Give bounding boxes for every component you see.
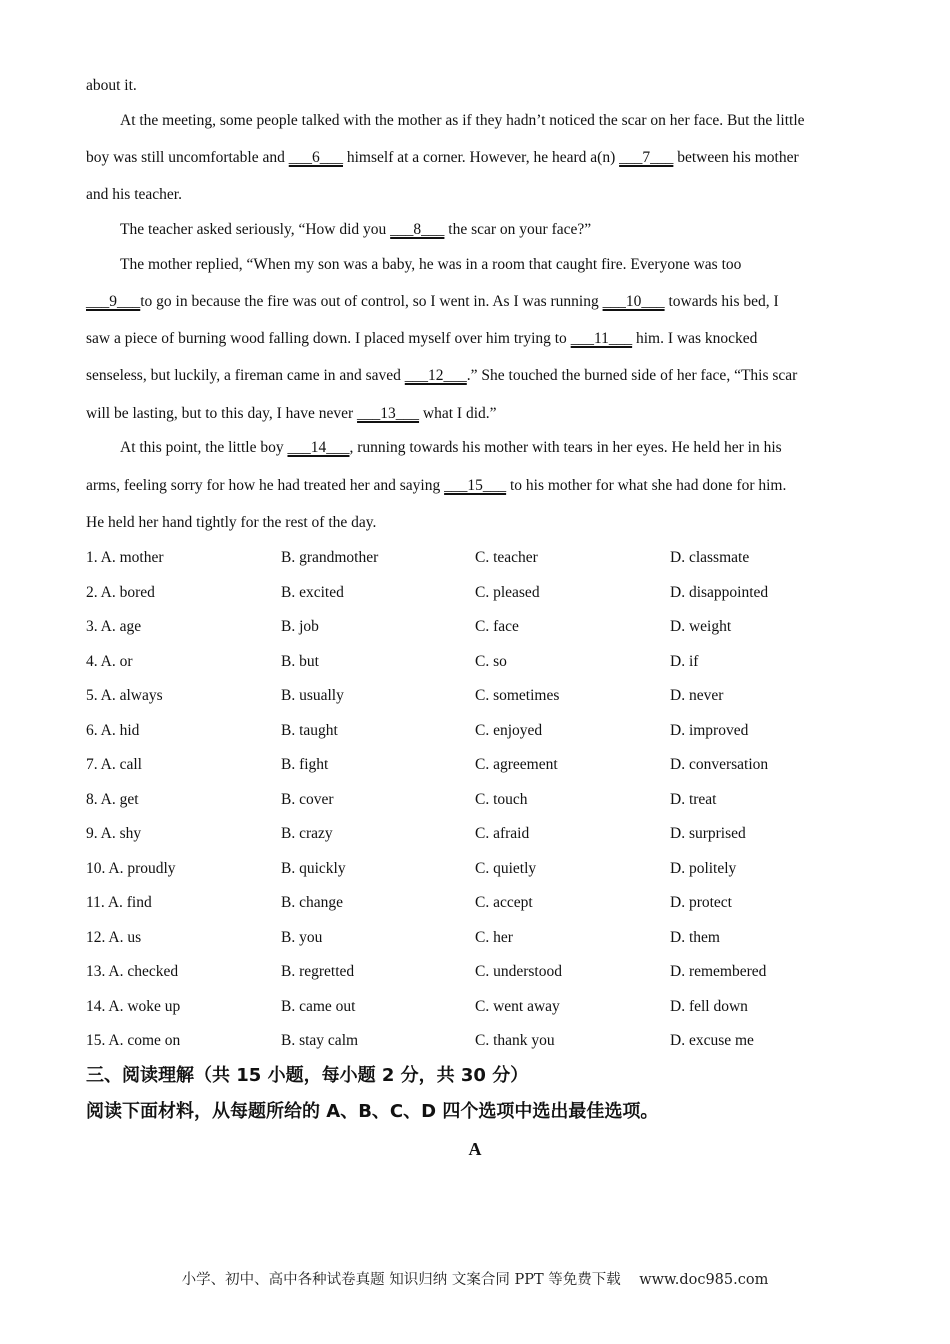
option-b: B. grandmother	[281, 549, 379, 566]
section-title: 三、阅读理解（共 15 小题，每小题 2 分，共 30 分）	[86, 1065, 529, 1086]
option-b: B. quickly	[281, 860, 346, 877]
passage-line	[120, 220, 866, 240]
option-b: B. cover	[281, 791, 334, 808]
passage-text: At this point, the little boy	[120, 439, 288, 456]
option-d: D. excuse me	[670, 1032, 754, 1049]
passage-line	[86, 292, 866, 312]
passage-line	[120, 438, 866, 458]
passage-text: The mother replied, “When my son was a baby, he was in a room that caught fire. Everyone was too	[120, 256, 742, 273]
question-row	[86, 893, 866, 913]
option-b: B. job	[281, 618, 319, 635]
option-a: 12. A. us	[86, 929, 142, 946]
option-b: B. crazy	[281, 825, 333, 842]
passage-text: to his mother for what she had done for him.	[506, 477, 787, 494]
option-d: D. surprised	[670, 825, 746, 842]
option-a: 6. A. hid	[86, 722, 140, 739]
footer	[0, 1270, 950, 1290]
footer-url[interactable]: www.doc985.com	[639, 1272, 769, 1288]
question-row	[86, 928, 866, 948]
option-b: B. fight	[281, 756, 329, 773]
option-a: 10. A. proudly	[86, 860, 176, 877]
answer-blank: ___6___	[288, 149, 343, 166]
option-c: C. face	[475, 618, 519, 635]
passage-line	[86, 366, 866, 386]
option-c: C. agreement	[475, 756, 558, 773]
option-c: C. teacher	[475, 549, 538, 566]
option-d: D. politely	[670, 860, 737, 877]
option-d: D. them	[670, 929, 720, 946]
footer-text: 小学、初中、高中各种试卷真题 知识归纳 文案合同 PPT 等免费下载	[181, 1272, 621, 1288]
passage-text: and his teacher.	[86, 186, 182, 203]
answer-blank: ___13___	[357, 405, 420, 422]
question-row	[86, 686, 866, 706]
option-d: D. protect	[670, 894, 732, 911]
option-c: C. quietly	[475, 860, 537, 877]
passage-line	[86, 76, 866, 96]
passage-text: arms, feeling sorry for how he had treated her and saying	[86, 477, 445, 494]
question-row	[86, 617, 866, 637]
question-row	[86, 755, 866, 775]
passage-line	[86, 185, 866, 205]
passage-text: what I did.”	[419, 405, 497, 422]
passage-text: him. I was knocked	[632, 330, 758, 347]
option-c: C. so	[475, 653, 507, 670]
option-a: 14. A. woke up	[86, 998, 181, 1015]
option-d: D. if	[670, 653, 699, 670]
answer-blank: ___9___	[86, 293, 141, 310]
option-c: C. accept	[475, 894, 533, 911]
answer-blank: ___12___	[404, 367, 467, 384]
passage-text: himself at a corner. However, he heard a(n)	[343, 149, 620, 166]
option-c: C. thank you	[475, 1032, 555, 1049]
passage-text: will be lasting, but to this day, I have never	[86, 405, 358, 422]
option-c: C. afraid	[475, 825, 530, 842]
question-row	[86, 721, 866, 741]
passage-text: At the meeting, some people talked with the mother as if they hadn’t noticed the scar on her face. But the little	[120, 112, 805, 129]
question-row	[86, 548, 866, 568]
question-row	[86, 1031, 866, 1051]
passage-text: about it.	[86, 77, 137, 94]
question-row	[86, 583, 866, 603]
option-a: 5. A. always	[86, 687, 163, 704]
option-a: 9. A. shy	[86, 825, 142, 842]
section-instruction: 阅读下面材料，从每题所给的 A、B、C、D 四个选项中选出最佳选项。	[86, 1101, 659, 1122]
option-d: D. improved	[670, 722, 749, 739]
option-d: D. classmate	[670, 549, 750, 566]
passage-text: The teacher asked seriously, “How did you	[120, 221, 391, 238]
option-c: C. her	[475, 929, 513, 946]
question-row	[86, 790, 866, 810]
answer-blank: ___10___	[602, 293, 665, 310]
passage-text: the scar on your face?”	[444, 221, 592, 238]
passage-line	[86, 404, 866, 424]
passage-text: saw a piece of burning wood falling down. I placed myself over him trying to	[86, 330, 571, 347]
option-b: B. regretted	[281, 963, 355, 980]
passage-line	[86, 513, 866, 533]
option-b: B. taught	[281, 722, 338, 739]
option-b: B. but	[281, 653, 319, 670]
answer-blank: ___11___	[570, 330, 633, 347]
question-row	[86, 997, 866, 1017]
option-a: 8. A. get	[86, 791, 139, 808]
option-d: D. disappointed	[670, 584, 769, 601]
passage-line	[120, 111, 866, 131]
option-a: 4. A. or	[86, 653, 133, 670]
passage-text: to go in because the fire was out of control, so I went in. As I was running	[140, 293, 603, 310]
option-a: 2. A. bored	[86, 584, 155, 601]
answer-blank: ___7___	[619, 149, 674, 166]
option-d: D. remembered	[670, 963, 767, 980]
option-d: D. never	[670, 687, 724, 704]
passage-text: senseless, but luckily, a fireman came in and saved	[86, 367, 405, 384]
passage-line	[86, 329, 866, 349]
answer-blank: ___14___	[287, 439, 350, 456]
passage-text: between his mother	[673, 149, 799, 166]
option-a: 15. A. come on	[86, 1032, 181, 1049]
option-d: D. fell down	[670, 998, 748, 1015]
option-c: C. went away	[475, 998, 560, 1015]
passage-text: towards his bed, I	[664, 293, 779, 310]
option-c: C. enjoyed	[475, 722, 543, 739]
option-c: C. understood	[475, 963, 562, 980]
option-d: D. conversation	[670, 756, 769, 773]
question-row	[86, 962, 866, 982]
option-a: 3. A. age	[86, 618, 142, 635]
option-a: 11. A. find	[86, 894, 152, 911]
passage-text: , running towards his mother with tears in her eyes. He held her in his	[349, 439, 782, 456]
option-d: D. treat	[670, 791, 717, 808]
passage-text: He held her hand tightly for the rest of the day.	[86, 514, 377, 531]
passage-text: .” She touched the burned side of her face, “This scar	[466, 367, 798, 384]
passage-text: boy was still uncomfortable and	[86, 149, 289, 166]
option-a: 13. A. checked	[86, 963, 179, 980]
question-row	[86, 824, 866, 844]
option-a: 7. A. call	[86, 756, 142, 773]
passage-line	[86, 476, 866, 496]
option-b: B. came out	[281, 998, 356, 1015]
option-b: B. you	[281, 929, 323, 946]
question-row	[86, 859, 866, 879]
option-b: B. change	[281, 894, 343, 911]
answer-blank: ___15___	[444, 477, 507, 494]
option-c: C. sometimes	[475, 687, 560, 704]
answer-blank: ___8___	[390, 221, 445, 238]
option-c: C. pleased	[475, 584, 540, 601]
section-part-label: A	[468, 1139, 482, 1159]
option-b: B. usually	[281, 687, 344, 704]
option-b: B. excited	[281, 584, 344, 601]
option-b: B. stay calm	[281, 1032, 359, 1049]
passage-line	[86, 148, 866, 168]
option-d: D. weight	[670, 618, 732, 635]
question-row	[86, 652, 866, 672]
passage-line	[120, 255, 866, 275]
option-c: C. touch	[475, 791, 528, 808]
option-a: 1. A. mother	[86, 549, 164, 566]
